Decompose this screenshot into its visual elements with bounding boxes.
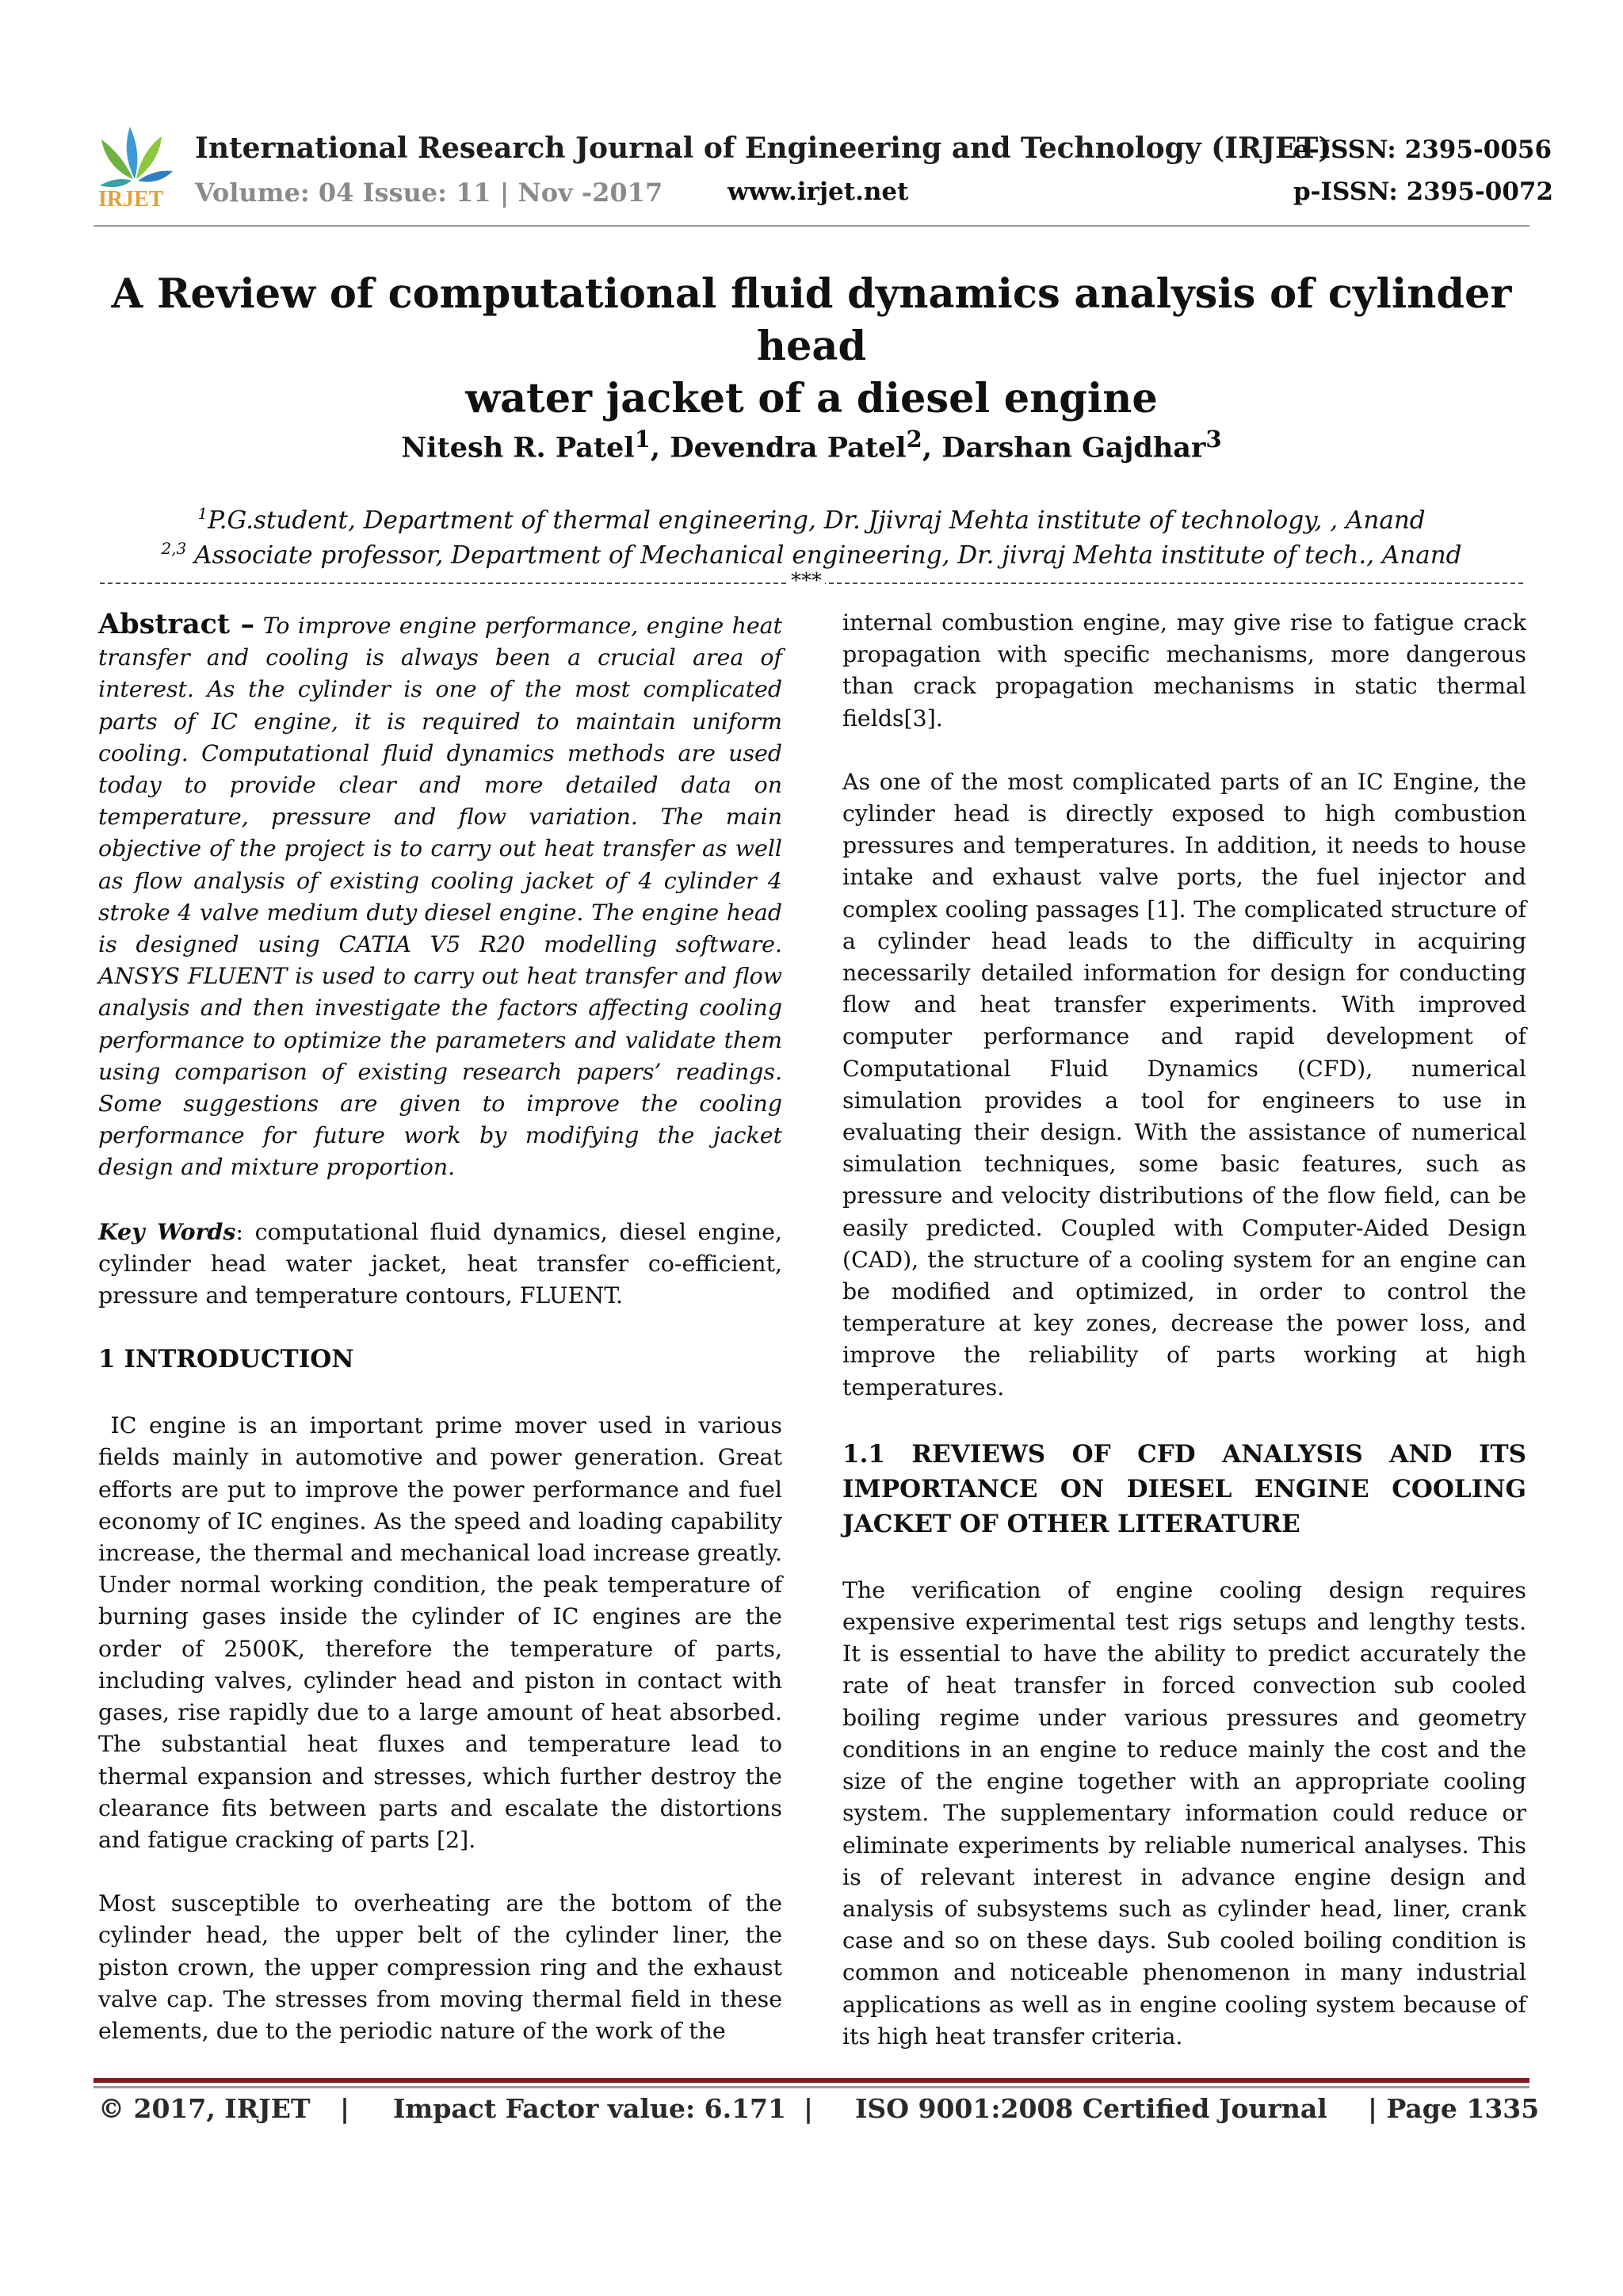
author-3-sup: 3	[1205, 426, 1222, 453]
header-divider	[94, 225, 1529, 227]
journal-title: International Research Journal of Engineering and Technology (IRJET)	[195, 132, 1332, 165]
spacer	[98, 1312, 782, 1342]
footer-rule-thick	[94, 2078, 1529, 2083]
author-list	[94, 426, 1529, 464]
author-separator: ,	[922, 431, 942, 464]
introduction-paragraph-2: Most susceptible to overheating are the bottom of the cylinder head, the upper belt of the cylinder liner, the piston crown, the upper compression ring and the exhaust valve cap. The stresses from moving thermal field in these elements, due to the periodic nature of the work of the	[98, 1890, 782, 2044]
logo-text: IRJET	[98, 187, 164, 212]
author-separator: ,	[650, 431, 670, 464]
paper-title-line-2: water jacket of a diesel engine	[465, 375, 1158, 422]
footer-impact-factor: Impact Factor value: 6.171	[393, 2093, 786, 2124]
section-heading-introduction: 1 INTRODUCTION	[98, 1345, 354, 1374]
irjet-logo-icon	[94, 117, 178, 212]
right-paragraph-2: As one of the most complicated parts of an IC Engine, the cylinder head is directly exposed to high combustion pressures and temperatures. In addition, it needs to house intake and exhaust valve ports, the fuel injector and complex cooling passages [1]. The complicated structure of a cylinder head leads to the difficulty in acquiring necessarily detailed information for design for conducting flow and heat transfer experiments. With improved computer performance and rapid development of Computational Fluid Dynamics (CFD), numerical simulation provides a tool for engineers to use in evaluating their design. With the assistance of numerical simulation techniques, some basic features, such as pressure and velocity distributions of the flow field, can be easily predicted. Coupled with Computer-Aided Design (CAD), the structure of a cooling system for an engine can be modified and optimized, in order to control the temperature at key zones, decrease the power loss, and improve the reliability of parts working at high temperatures.	[842, 768, 1526, 1400]
e-issn: e-ISSN: 2395-0056	[1293, 136, 1552, 164]
footer-rule-thin	[94, 2086, 1529, 2088]
footer-separator: |	[340, 2093, 350, 2124]
affiliation-2-text: Associate professor, Department of Mechanical engineering, Dr. jivraj Mehta institute of tech., Anand	[186, 541, 1462, 570]
keywords-paragraph	[98, 1216, 782, 1312]
keywords-label: Key Words	[98, 1217, 236, 1245]
right-column	[842, 607, 1526, 2053]
affiliation-2-sup: 2,3	[161, 539, 187, 558]
spacer	[98, 1856, 782, 1888]
affiliation-2	[94, 539, 1529, 569]
spacer	[98, 1377, 782, 1410]
irjet-logo	[94, 117, 178, 212]
footer-iso-certification: ISO 9001:2008 Certified Journal	[855, 2093, 1327, 2124]
volume-issue: Volume: 04 Issue: 11 | Nov -2017	[195, 178, 663, 208]
author-2-sup: 2	[906, 426, 922, 453]
author-2: Devendra Patel	[670, 431, 907, 464]
footer-page-number: | Page 1335	[1368, 2093, 1540, 2124]
introduction-paragraph-1: IC engine is an important prime mover used in various fields mainly in automotive and power generation. Great efforts are put to improve the power performance and fuel economy of IC engines. As the speed and loading capability increase, the thermal and mechanical load increase greatly. Under normal working condition, the peak temperature of burning gases inside the cylinder of IC engines are the order of 2500K, therefore the temperature of parts, including valves, cylinder head and piston in contact with gases, rise rapidly due to a large amount of heat absorbed. The substantial heat fluxes and temperature lead to thermal expansion and stresses, which further destroy the clearance fits between parts and escalate the distortions and fatigue cracking of parts [2].	[98, 1412, 782, 1853]
affiliation-1-text: P.G.student, Department of thermal engineering, Dr. Jjivraj Mehta institute of technology, , Anand	[208, 506, 1426, 535]
affiliation-1-sup: 1	[197, 504, 208, 523]
abstract-paragraph	[98, 609, 782, 1184]
author-1-sup: 1	[634, 426, 651, 453]
spacer	[842, 1404, 1526, 1437]
separator-stars: ***	[788, 569, 825, 593]
author-3: Darshan Gajdhar	[941, 431, 1206, 464]
spacer	[842, 735, 1526, 766]
spacer	[842, 1541, 1526, 1575]
right-paragraph-3: The verification of engine cooling design requires expensive experimental test rigs setups and lengthy tests. It is essential to have the ability to predict accurately the rate of heat transfer in forced convection sub cooled boiling regime under various pressures and geometry conditions in an engine to reduce mainly the cost and the size of the engine together with an appropriate cooling system. The supplementary information could reduce or eliminate experiments by reliable numerical analyses. This is of relevant interest in advance engine design and analysis of subsystems such as cylinder head, liner, crank case and so on these days. Sub cooled boiling condition is common and noticeable phenomenon in many industrial applications as well as in engine cooling system because of its high heat transfer criteria.	[842, 1576, 1526, 2050]
author-1: Nitesh R. Patel	[401, 431, 635, 464]
p-issn: p-ISSN: 2395-0072	[1293, 178, 1554, 206]
keywords-text: : computational fluid dynamics, diesel engine, cylinder head water jacket, heat transfer co-efficient, pressure and temperature contours, FLUENT.	[98, 1218, 782, 1309]
right-paragraph-1: internal combustion engine, may give rise to fatigue crack propagation with specific mechanisms, more dangerous than crack propagation mechanisms in static thermal fields[3].	[842, 609, 1526, 732]
abstract-heading: Abstract –	[98, 608, 255, 640]
affiliation-1	[94, 504, 1529, 534]
page-footer	[98, 2093, 1540, 2133]
footer-separator: |	[804, 2093, 814, 2124]
abstract-text: To improve engine performance, engine heat transfer and cooling is always been a crucial area of interest. As the cylinder is one of the most complicated parts of IC engine, it is required to maintain uniform cooling. Computational fluid dynamics methods are used today to provide clear and more detailed data on temperature, pressure and flow variation. The main objective of the project is to carry out heat transfer as well as flow analysis of existing cooling jacket of 4 cylinder 4 stroke 4 valve medium duty diesel engine. The engine head is designed using CATIA V5 R20 modelling software. ANSYS FLUENT is used to carry out heat transfer and flow analysis and then investigate the factors affecting cooling performance to optimize the parameters and validate them using comparison of existing research papers’ readings. Some suggestions are given to improve the cooling performance for future work by modifying the jacket design and mixture proportion.	[98, 613, 782, 1181]
subsection-heading-reviews: 1.1 REVIEWS OF CFD ANALYSIS AND ITS IMPORTANCE ON DIESEL ENGINE COOLING JACKET OF OTHER LITERATURE	[842, 1439, 1526, 1538]
left-column	[98, 609, 782, 2047]
footer-copyright: © 2017, IRJET	[98, 2093, 311, 2124]
spacer	[98, 1184, 782, 1216]
paper-title-line-1: A Review of computational fluid dynamics analysis of cylinder head	[111, 270, 1512, 370]
journal-website-link[interactable]: www.irjet.net	[727, 178, 909, 206]
paper-title	[94, 268, 1529, 425]
